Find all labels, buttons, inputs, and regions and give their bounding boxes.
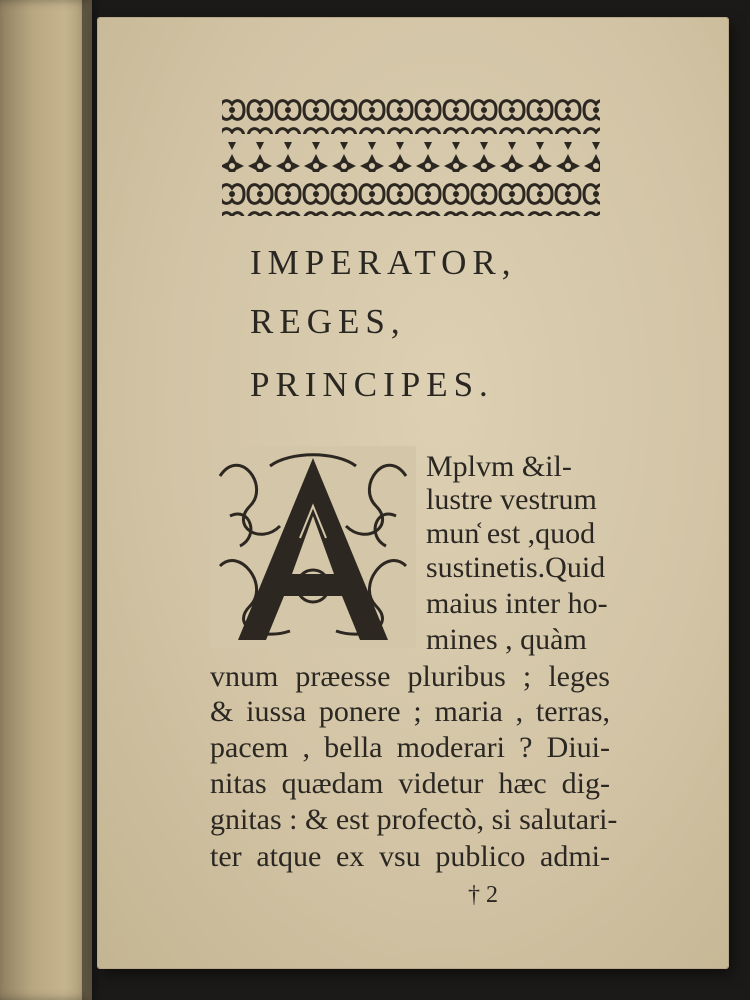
title-line-2: REGES, xyxy=(250,302,406,341)
body-line-1: Mplvm &il- xyxy=(426,450,572,483)
body-line-5: maius inter ho- xyxy=(426,587,608,620)
body-line-9: pacem , bella moderari ? Diui- xyxy=(210,731,610,764)
body-line-4: sustinetis.Quid xyxy=(426,551,606,584)
body-line-10: nitas quædam videtur hæc dig- xyxy=(210,767,610,800)
ornamental-headpiece-icon xyxy=(218,96,603,220)
body-line-2: lustre vestrum xyxy=(426,483,597,516)
body-line-3: mun᷾ est ,quod xyxy=(426,517,596,550)
body-line-11: gnitas : & est profectò, si salutari- xyxy=(210,803,618,836)
body-line-12: ter atque ex vsu publico admi- xyxy=(210,840,610,873)
title-line-1: IMPERATOR, xyxy=(250,243,517,282)
title-line-3: PRINCIPES. xyxy=(250,365,494,404)
signature-mark: † 2 xyxy=(468,882,498,908)
body-line-8: & iussa ponere ; maria , terras, xyxy=(210,695,610,728)
decorated-initial-A-icon xyxy=(210,446,416,648)
facing-page-edge xyxy=(0,0,92,1000)
body-line-6: mines , quàm xyxy=(426,623,587,656)
body-line-7: vnum præesse pluribus ; leges xyxy=(210,660,610,693)
